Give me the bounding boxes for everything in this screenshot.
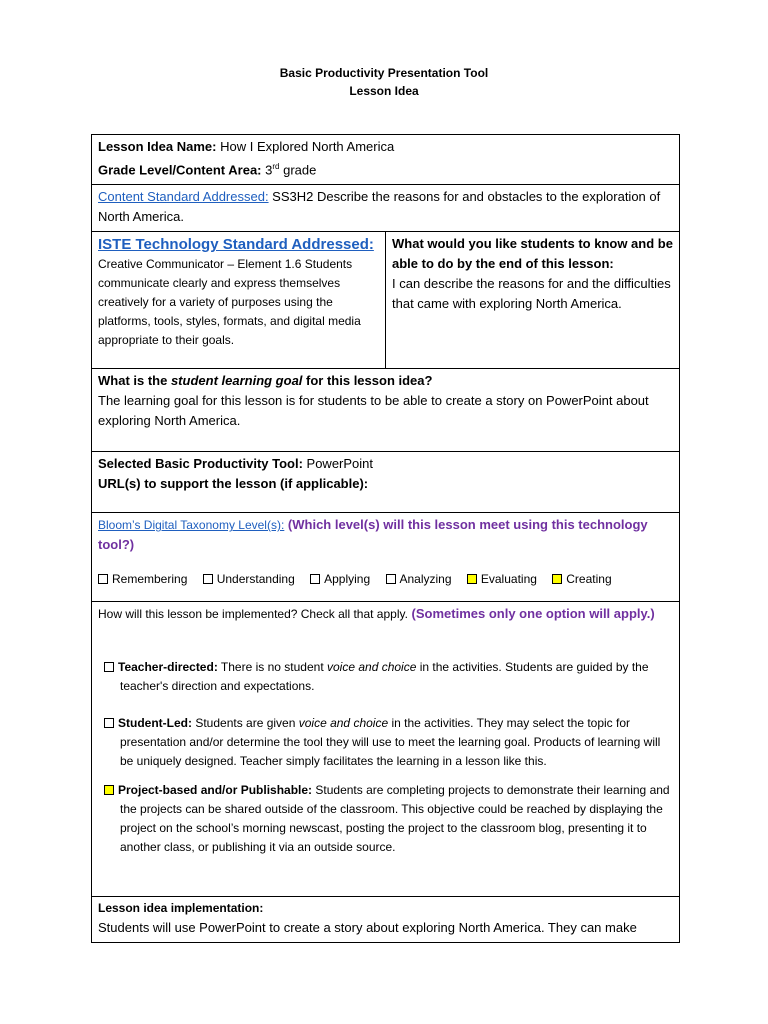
lesson-name-row (92, 135, 680, 185)
lesson-name-label: Lesson Idea Name: (98, 139, 217, 154)
option-student-led[interactable]: Student-Led: Students are given voice and choice in the activities. They may select the topic for presentation and/or determine the tool they will use to meet the learning goal. Products of learning will be uniquely designed. Teacher simply facilitates the learning in a lesson like this. (98, 714, 673, 771)
bloom-link[interactable]: Bloom’s Digital Taxonomy Level(s): (98, 518, 285, 533)
bloom-option-applying[interactable]: Applying (310, 572, 370, 586)
checkbox-icon[interactable] (203, 574, 213, 584)
checkbox-icon[interactable] (386, 574, 396, 584)
tool-label: Selected Basic Productivity Tool: (98, 456, 303, 472)
bloom-option-evaluating[interactable]: Evaluating (467, 572, 537, 586)
checkbox-icon[interactable] (310, 574, 320, 584)
learning-goal-q-pre: What is the (98, 373, 171, 389)
grade-level-rest: grade (279, 162, 317, 178)
implementation-question: How will this lesson be implemented? Check all that apply. (98, 607, 408, 622)
iste-standard-link[interactable]: ISTE Technology Standard Addressed: (98, 236, 374, 254)
grade-level-suffix: rd (272, 162, 280, 171)
learning-goal-row (92, 369, 680, 452)
lesson-implementation-label: Lesson idea implementation: (98, 901, 264, 916)
tool-value: PowerPoint (302, 456, 374, 472)
standards-row (92, 232, 680, 369)
tool-row (92, 452, 680, 513)
content-standard-link[interactable]: Content Standard Addressed: (98, 189, 269, 205)
implementation-heading (98, 604, 673, 624)
page-title: Basic Productivity Presentation Tool (279, 66, 489, 80)
lesson-name-value: How I Explored North America (216, 139, 395, 154)
content-standard-row (92, 185, 680, 232)
learning-goal-answer: The learning goal for this lesson is for students to be able to create a story on PowerPoint about exploring North America. (98, 393, 649, 429)
page-subtitle: Lesson Idea (349, 84, 419, 98)
lesson-implementation-row (92, 897, 680, 943)
checkbox-icon[interactable] (98, 574, 108, 584)
implementation-row (92, 602, 680, 897)
learning-goal-q-emphasis: student learning goal (170, 373, 303, 389)
bloom-question: (Which level(s) will this lesson meet using this technology tool?) (98, 517, 648, 553)
know-answer: I can describe the reasons for and the difficulties that came with exploring North America. (392, 276, 671, 312)
content-standard-text: SS3H2 Describe the reasons for and obstacles to the exploration of North America. (98, 189, 661, 225)
bloom-options (98, 569, 673, 589)
checkbox-highlighted-icon[interactable] (467, 574, 477, 584)
bloom-option-remembering[interactable]: Remembering (98, 572, 187, 586)
tool-line (98, 454, 673, 474)
checkbox-highlighted-icon[interactable] (104, 785, 114, 795)
implementation-note: (Sometimes only one option will apply.) (407, 606, 655, 622)
grade-level-line (98, 157, 673, 180)
know-question: What would you like students to know and be able to do by the end of this lesson: (392, 236, 673, 272)
learning-goal-q-post: for this lesson idea? (302, 373, 433, 389)
grade-level-label: Grade Level/Content Area: (98, 162, 262, 178)
lesson-implementation-text: Students will use PowerPoint to create a story about exploring North America. They can make (98, 920, 637, 936)
lesson-name-line (98, 137, 673, 157)
grade-level-number: 3 (261, 162, 273, 178)
option-teacher-directed[interactable]: Teacher-directed: There is no student voice and choice in the activities. Students are guided by the teacher's direction and expectations. (98, 658, 673, 696)
bloom-row (92, 513, 680, 602)
checkbox-icon[interactable] (104, 662, 114, 672)
bloom-option-understanding[interactable]: Understanding (203, 572, 295, 586)
option-project-based[interactable]: Project-based and/or Publishable: Students are completing projects to demonstrate their learning and the projects can be shared outside of the classroom. This objective could be reached by displaying the project on the school’s morning newscast, posting the project to the classroom blog, presenting it to another class, or publishing it via an outside source. (98, 781, 673, 857)
bloom-option-creating[interactable]: Creating (552, 572, 611, 586)
checkbox-icon[interactable] (104, 718, 114, 728)
checkbox-highlighted-icon[interactable] (552, 574, 562, 584)
url-label: URL(s) to support the lesson (if applicable): (98, 476, 369, 492)
iste-standard-text: Creative Communicator – Element 1.6 Students communicate clearly and express themselves creatively for a variety of purposes using the platforms, tools, styles, formats, and digital media appropriate to their goals. (98, 257, 361, 348)
bloom-heading (98, 515, 673, 555)
bloom-option-analyzing[interactable]: Analyzing (386, 572, 452, 586)
lesson-plan-table (91, 134, 680, 943)
learning-goal-question (98, 371, 673, 391)
